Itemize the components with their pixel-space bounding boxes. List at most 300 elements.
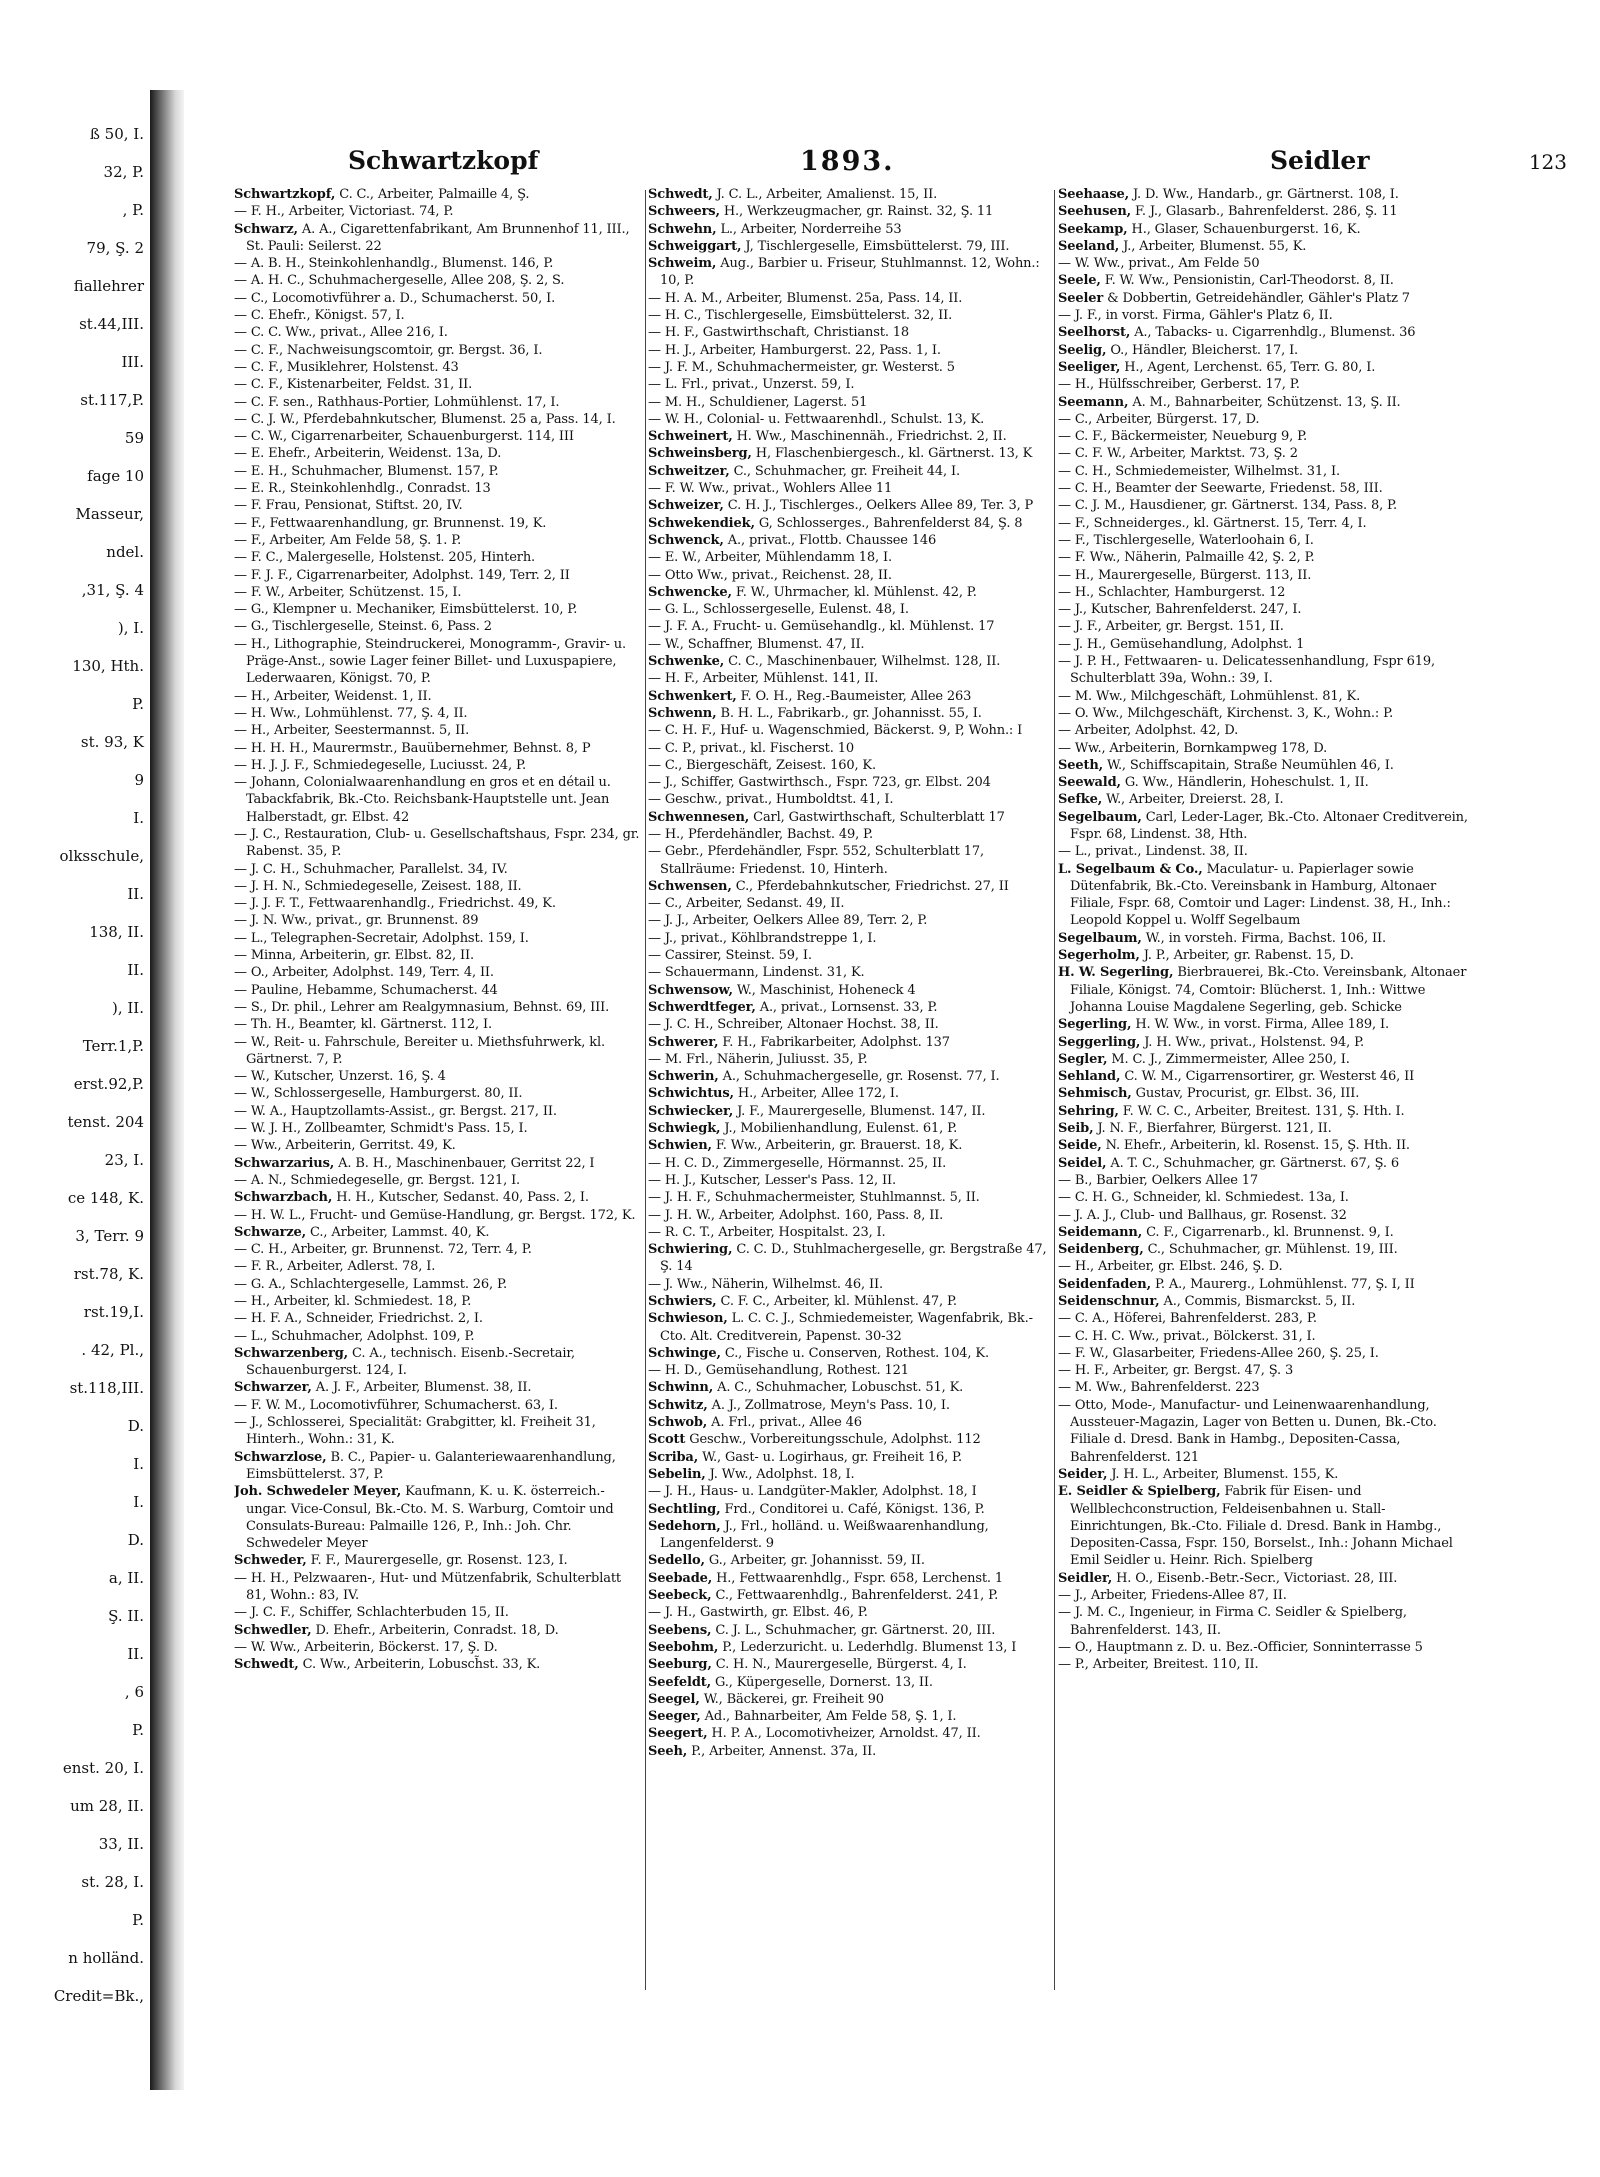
- entry-details: Fabrik für Eisen- und Wellblechconstruction, Feldeisenbahnen u. Stall-Einrichtungen, Bk.-Cto. Filiale d. Dresd. Bank in Hambg., Depositen-Cassa, Fspr. 150, Borselst., Inh.: Johann Michael Emil Seidler u. Heinr. Rich. Spielberg: [1070, 1484, 1453, 1569]
- directory-entry: [234, 1552, 644, 1569]
- entry-details: — G. L., Schlossergeselle, Eulenst. 48, I.: [648, 602, 909, 618]
- directory-entry: [1058, 757, 1468, 774]
- entry-details: M. C. J., Zimmermeister, Allee 250, I.: [1111, 1051, 1350, 1067]
- directory-entry: [234, 947, 644, 964]
- directory-entry: [234, 912, 644, 929]
- directory-entry: [648, 1518, 1053, 1553]
- entry-details: — A. N., Schmiedegeselle, gr. Bergst. 121, I.: [234, 1172, 521, 1188]
- entry-surname: Seide,: [1058, 1138, 1102, 1154]
- directory-entry: [234, 342, 644, 359]
- entry-details: F. W., Uhrmacher, kl. Mühlenst. 42, P.: [735, 584, 977, 600]
- entry-details: — C. F. W., Arbeiter, Marktst. 73, Ş. 2: [1058, 446, 1298, 462]
- entry-details: — C. Ehefr., Königst. 57, I.: [234, 308, 405, 324]
- directory-entry: [648, 1414, 1053, 1431]
- entry-details: — C. H., Arbeiter, gr. Brunnenst. 72, Terr. 4, P.: [234, 1242, 532, 1258]
- directory-entry: [648, 1137, 1053, 1154]
- entry-surname: Schwarze,: [234, 1224, 307, 1240]
- directory-entry: [1058, 1570, 1468, 1587]
- directory-entry: [648, 653, 1053, 670]
- directory-entry: [1058, 1068, 1468, 1085]
- directory-column-3: [1058, 186, 1468, 2016]
- previous-page-fragment: olksschule,: [59, 847, 144, 865]
- entry-details: P., Arbeiter, Annenst. 37a, II.: [691, 1743, 877, 1759]
- entry-details: — W. J. H., Zollbeamter, Schmidt's Pass. 15, I.: [234, 1121, 528, 1137]
- entry-details: C., Schuhmacher, gr. Mühlenst. 19, III.: [1147, 1242, 1398, 1258]
- entry-details: — F. W., Arbeiter, Schützenst. 15, I.: [234, 584, 462, 600]
- entry-details: — C. P., privat., kl. Fischerst. 10: [648, 740, 854, 756]
- directory-entry: [648, 584, 1053, 601]
- entry-details: F. J., Glasarb., Bahrenfelderst. 286, Ş. 11: [1135, 204, 1398, 220]
- directory-entry: [234, 307, 644, 324]
- entry-surname: Schwarz,: [234, 221, 298, 237]
- directory-entry: [1058, 740, 1468, 757]
- entry-details: — C. A., Höferei, Bahrenfelderst. 283, P.: [1058, 1311, 1317, 1327]
- entry-details: — Ww., Arbeiterin, Gerritst. 49, K.: [234, 1138, 456, 1154]
- entry-details: — F., Schneiderges., kl. Gärtnerst. 15, Terr. 4, I.: [1058, 515, 1367, 531]
- previous-page-fragment: II.: [127, 885, 144, 903]
- directory-entry: [1058, 549, 1468, 566]
- entry-details: J. N. F., Bierfahrer, Bürgerst. 121, II.: [1097, 1121, 1332, 1137]
- entry-surname: Seegel,: [648, 1691, 700, 1707]
- entry-surname: Schwartzkopf,: [234, 187, 336, 202]
- directory-entry: [234, 394, 644, 411]
- entry-surname: Schwob,: [648, 1415, 708, 1431]
- entry-details: — J. H., Gemüsehandlung, Adolphst. 1: [1058, 636, 1305, 652]
- entry-details: H. Ww., Maschinennäh., Friedrichst. 2, II.: [736, 429, 1007, 445]
- directory-entry: [234, 411, 644, 428]
- entry-details: — W., Reit- u. Fahrschule, Bereiter u. Miethsfuhrwerk, kl. Gärtnerst. 7, P.: [234, 1034, 605, 1067]
- directory-entry: [234, 757, 644, 774]
- entry-details: J. H. Ww., privat., Holstenst. 94, P.: [1144, 1034, 1365, 1050]
- entry-surname: Seelhorst,: [1058, 325, 1131, 341]
- directory-entry: [1058, 463, 1468, 480]
- entry-details: — G., Tischlergeselle, Steinst. 6, Pass. 2: [234, 619, 492, 635]
- directory-entry: [1058, 1310, 1468, 1327]
- entry-details: — F. J. F., Cigarrenarbeiter, Adolphst. 149, Terr. 2, II: [234, 567, 570, 583]
- entry-details: — P., Arbeiter, Breitest. 110, II.: [1058, 1657, 1259, 1673]
- entry-details: — G. A., Schlachtergeselle, Lammst. 26, P.: [234, 1276, 507, 1292]
- entry-details: C. W. M., Cigarrensortirer, gr. Westerst 46, II: [1124, 1069, 1415, 1085]
- directory-entry: [648, 1085, 1053, 1102]
- entry-details: — H. H. H., Maurermstr., Bauübernehmer, Behnst. 8, P: [234, 740, 591, 756]
- entry-details: A. A., Cigarettenfabrikant, Am Brunnenhof 11, III., St. Pauli: Seilerst. 22: [246, 221, 630, 254]
- directory-entry: [234, 688, 644, 705]
- previous-page-fragment: ndel.: [106, 543, 144, 561]
- directory-entry: [1058, 601, 1468, 618]
- directory-entry: [234, 930, 644, 947]
- entry-details: — H., Hülfsschreiber, Gerberst. 17, P.: [1058, 377, 1300, 393]
- directory-entry: [648, 1725, 1053, 1742]
- entry-details: & Dobbertin, Getreidehändler, Gähler's Platz 7: [1107, 290, 1410, 306]
- entry-details: — O., Hauptmann z. D. u. Bez.-Officier, Sonninterrasse 5: [1058, 1639, 1423, 1655]
- directory-entry: [234, 1414, 644, 1449]
- previous-page-fragment: III.: [121, 353, 144, 371]
- entry-details: — O., Arbeiter, Adolphst. 149, Terr. 4, II.: [234, 965, 494, 981]
- entry-surname: Sehring,: [1058, 1103, 1119, 1119]
- directory-entry: [1058, 428, 1468, 445]
- directory-entry: [234, 1397, 644, 1414]
- directory-entry: [648, 428, 1053, 445]
- entry-details: F. F., Maurergeselle, gr. Rosenst. 123, I.: [310, 1553, 568, 1569]
- entry-details: — C. C. Ww., privat., Allee 216, I.: [234, 325, 448, 341]
- entry-surname: Seebens,: [648, 1622, 712, 1638]
- entry-surname: Scriba,: [648, 1449, 699, 1465]
- entry-details: O., Händler, Bleicherst. 17, I.: [1110, 342, 1299, 358]
- entry-details: — J. C. F., Schiffer, Schlachterbuden 15, II.: [234, 1605, 509, 1621]
- entry-details: — H. D., Gemüsehandlung, Rothest. 121: [648, 1363, 909, 1379]
- previous-page-fragment: D.: [127, 1417, 144, 1435]
- entry-surname: Schwinn,: [648, 1380, 714, 1396]
- entry-details: — H. J. J. F., Schmiedegeselle, Luciusst. 24, P.: [234, 757, 526, 773]
- previous-page-fragment: erst.92,P.: [73, 1075, 144, 1093]
- directory-column-1: [234, 186, 644, 2016]
- entry-surname: Schweder,: [234, 1553, 307, 1569]
- directory-entry: [1058, 653, 1468, 688]
- previous-page-fragment: 33, II.: [98, 1835, 144, 1853]
- entry-details: A. Frl., privat., Allee 46: [711, 1415, 862, 1431]
- entry-details: — J. H., Gastwirth, gr. Elbst. 46, P.: [648, 1605, 868, 1621]
- directory-entry: [234, 549, 644, 566]
- directory-entry: [234, 203, 644, 220]
- entry-surname: Sehmisch,: [1058, 1086, 1132, 1102]
- entry-details: J. C. L., Arbeiter, Amalienst. 15, II.: [716, 187, 938, 202]
- directory-entry: [1058, 964, 1468, 1016]
- entry-details: — J. F. A., Frucht- u. Gemüsehandlg., kl. Mühlenst. 17: [648, 619, 995, 635]
- entry-details: — F., Tischlergeselle, Waterloohain 6, I.: [1058, 532, 1314, 548]
- entry-details: F. H., Fabrikarbeiter, Adolphst. 137: [722, 1034, 950, 1050]
- directory-entry: [1058, 497, 1468, 514]
- directory-entry: [648, 1241, 1053, 1276]
- directory-entry: [648, 445, 1053, 462]
- entry-details: G., Arbeiter, gr. Johannisst. 59, II.: [708, 1553, 925, 1569]
- entry-details: H., Fettwaarenhdlg., Fspr. 658, Lerchenst. 1: [716, 1570, 1004, 1586]
- directory-entry: [648, 1501, 1053, 1518]
- entry-details: — Th. H., Beamter, kl. Gärtnerst. 112, I.: [234, 1017, 492, 1033]
- directory-entry: [1058, 445, 1468, 462]
- directory-entry: [234, 1656, 644, 1673]
- entry-surname: Seeliger,: [1058, 359, 1121, 375]
- directory-entry: [234, 272, 644, 289]
- directory-entry: [648, 359, 1053, 376]
- entry-surname: L. Segelbaum & Co.,: [1058, 861, 1203, 877]
- directory-entry: [648, 376, 1053, 393]
- previous-page-fragment: Ş. II.: [108, 1607, 144, 1625]
- entry-details: — H. J., Kutscher, Lesser's Pass. 12, II.: [648, 1172, 896, 1188]
- previous-page-fragment: II.: [127, 1645, 144, 1663]
- entry-surname: Seewald,: [1058, 775, 1121, 791]
- directory-entry: [648, 878, 1053, 895]
- entry-details: — W. A., Hauptzollamts-Assist., gr. Bergst. 217, II.: [234, 1103, 557, 1119]
- entry-surname: Schwerin,: [648, 1069, 719, 1085]
- entry-details: — L. Frl., privat., Unzerst. 59, I.: [648, 377, 855, 393]
- entry-details: — W., Schlossergeselle, Hamburgerst. 80, II.: [234, 1086, 523, 1102]
- entry-details: P., Lederzuricht. u. Lederhdlg. Blumenst 13, I: [722, 1639, 1017, 1655]
- directory-entry: [234, 1241, 644, 1258]
- entry-details: — Schauermann, Lindenst. 31, K.: [648, 965, 865, 981]
- entry-details: L., Arbeiter, Norderreihe 53: [720, 221, 902, 237]
- directory-entry: [648, 618, 1053, 635]
- entry-surname: Schwiecker,: [648, 1103, 734, 1119]
- entry-details: — E. Ehefr., Arbeiterin, Weidenst. 13a, D.: [234, 446, 502, 462]
- entry-details: P. A., Maurerg., Lohmühlenst. 77, Ş. I, II: [1154, 1276, 1415, 1292]
- entry-surname: Seeh,: [648, 1743, 688, 1759]
- entry-details: Maculatur- u. Papierlager sowie Dütenfabrik, Bk.-Cto. Vereinsbank in Hamburg, Altonaer Filiale, Fspr. 68, Comtoir und Lager: Lindenst. 38, H., Inh.: Leopold Koppel u. Wolff Segelbaum: [1070, 861, 1451, 929]
- entry-surname: Seebeck,: [648, 1588, 712, 1604]
- entry-details: — H., Pferdehändler, Bachst. 49, P.: [648, 826, 873, 842]
- directory-entry: [1058, 1604, 1468, 1639]
- directory-entry: [648, 1431, 1053, 1448]
- entry-details: B. C., Papier- u. Galanteriewaarenhandlung, Eimsbüttelerst. 37, P.: [246, 1449, 616, 1482]
- directory-entry: [234, 221, 644, 256]
- directory-entry: [648, 532, 1053, 549]
- entry-details: — J. C. H., Schreiber, Altonaer Hochst. 38, II.: [648, 1017, 939, 1033]
- entry-details: Geschw., Vorbereitungsschule, Adolphst. 112: [689, 1432, 981, 1448]
- directory-entry: [648, 1068, 1053, 1085]
- entry-details: — Minna, Arbeiterin, gr. Elbst. 82, II.: [234, 948, 474, 964]
- directory-entry: [648, 1397, 1053, 1414]
- entry-details: — F. Ww., Näherin, Palmaille 42, Ş. 2, P.: [1058, 550, 1315, 566]
- entry-details: A. J., Zollmatrose, Meyn's Pass. 10, I.: [711, 1397, 950, 1413]
- directory-entry: [234, 255, 644, 272]
- entry-details: — H. H., Pelzwaaren-, Hut- und Mützenfabrik, Schulterblatt 81, Wohn.: 83, IV.: [234, 1570, 621, 1604]
- directory-entry: [234, 1379, 644, 1396]
- entry-details: J. D. Ww., Handarb., gr. Gärtnerst. 108, I.: [1132, 187, 1399, 202]
- directory-entry: [648, 1674, 1053, 1691]
- entry-details: — C. H. F., Huf- u. Wagenschmied, Bäckerst. 9, P, Wohn.: I: [648, 723, 1023, 739]
- entry-surname: Schweers,: [648, 204, 720, 220]
- entry-details: — F. Frau, Pensionat, Stiftst. 20, IV.: [234, 498, 463, 514]
- directory-entry: [1058, 515, 1468, 532]
- entry-details: — J. C. H., Schuhmacher, Parallelst. 34, IV.: [234, 861, 508, 877]
- directory-entry: [1058, 1345, 1468, 1362]
- entry-details: C. H. J., Tischlerges., Oelkers Allee 89, Ter. 3, P: [727, 498, 1034, 514]
- entry-details: — C. F., Nachweisungscomtoir, gr. Bergst. 36, I.: [234, 342, 543, 358]
- directory-entry: [648, 221, 1053, 238]
- directory-entry: [1058, 394, 1468, 411]
- entry-surname: Seib,: [1058, 1121, 1094, 1137]
- directory-entry: [234, 1449, 644, 1484]
- entry-details: — W. Ww., Arbeiterin, Böckerst. 17, Ş. D.: [234, 1639, 498, 1655]
- directory-entry: [648, 895, 1053, 912]
- entry-surname: Sechtling,: [648, 1501, 721, 1517]
- directory-entry: [648, 497, 1053, 514]
- directory-entry: [1058, 567, 1468, 584]
- entry-details: — J. P. H., Fettwaaren- u. Delicatessenhandlung, Fspr 619, Schulterblatt 39a, Wohn.: 39, I.: [1058, 654, 1435, 687]
- entry-details: — C. F., Bäckermeister, Neueburg 9, P.: [1058, 429, 1308, 445]
- entry-surname: Seeth,: [1058, 757, 1104, 773]
- entry-details: — C. H., Schmiedemeister, Wilhelmst. 31, I.: [1058, 463, 1340, 479]
- directory-entry: [648, 307, 1053, 324]
- entry-surname: Schweitzer,: [648, 463, 730, 479]
- entry-details: W., in vorsteh. Firma, Bachst. 106, II.: [1145, 930, 1386, 946]
- entry-details: W., Gast- u. Logirhaus, gr. Freiheit 16, P.: [702, 1449, 962, 1465]
- entry-details: — J., privat., Köhlbrandstreppe 1, I.: [648, 930, 877, 946]
- entry-details: J., Frl., holländ. u. Weißwaarenhandlung, Langenfelderst. 9: [660, 1518, 989, 1552]
- header-right-catchword: Seidler: [1270, 146, 1370, 175]
- previous-page-fragment: st.44,III.: [79, 315, 144, 333]
- directory-entry: [648, 1120, 1053, 1137]
- entry-details: C. J. L., Schuhmacher, gr. Gärtnerst. 20, III.: [715, 1622, 996, 1638]
- entry-details: — C. J. W., Pferdebahnkutscher, Blumenst. 25 a, Pass. 14, I.: [234, 411, 616, 427]
- entry-surname: Seekamp,: [1058, 221, 1128, 237]
- entry-details: — G., Klempner u. Mechaniker, Eimsbüttelerst. 10, P.: [234, 602, 578, 618]
- directory-entry: [1058, 1120, 1468, 1137]
- directory-entry: [234, 428, 644, 445]
- entry-details: — Cassirer, Steinst. 59, I.: [648, 948, 812, 964]
- directory-entry: [648, 1224, 1053, 1241]
- entry-details: — J. F., Arbeiter, gr. Bergst. 151, II.: [1058, 619, 1284, 635]
- previous-page-fragment: II.: [127, 961, 144, 979]
- previous-page-fragment: rst.78, K.: [73, 1265, 144, 1283]
- entry-surname: Seeburg,: [648, 1657, 712, 1673]
- previous-page-fragment: P.: [132, 695, 144, 713]
- entry-details: — W., Schaffner, Blumenst. 47, II.: [648, 636, 865, 652]
- entry-details: A., privat., Lornsenst. 33, P.: [759, 999, 938, 1015]
- entry-details: — Geschw., privat., Humboldtst. 41, I.: [648, 792, 894, 808]
- entry-details: — J. H. W., Arbeiter, Adolphst. 160, Pass. 8, II.: [648, 1207, 944, 1223]
- previous-page-fragment: n holländ.: [68, 1949, 144, 1967]
- entry-details: — Arbeiter, Adolphst. 42, D.: [1058, 723, 1239, 739]
- entry-details: — H. J., Arbeiter, Hamburgerst. 22, Pass. 1, I.: [648, 342, 941, 358]
- directory-entry: [648, 1362, 1053, 1379]
- previous-page-fragment: tenst. 204: [67, 1113, 144, 1131]
- previous-page-fragment: 79, Ş. 2: [86, 239, 144, 257]
- directory-entry: [648, 394, 1053, 411]
- entry-details: W., Arbeiter, Dreierst. 28, I.: [1106, 792, 1284, 808]
- directory-entry: [648, 342, 1053, 359]
- entry-details: — H. F., Gastwirthschaft, Christianst. 18: [648, 325, 910, 341]
- previous-page-fragment: Terr.1,P.: [82, 1037, 144, 1055]
- directory-entry: [648, 912, 1053, 929]
- directory-entry: [648, 1604, 1053, 1621]
- directory-entry: [1058, 1241, 1468, 1258]
- entry-details: — H., Maurergeselle, Bürgerst. 113, II.: [1058, 567, 1312, 583]
- entry-surname: Seidenberg,: [1058, 1242, 1144, 1258]
- entry-details: — Gebr., Pferdehändler, Fspr. 552, Schulterblatt 17, Stallräume: Friedenst. 10, Hinterh.: [648, 844, 984, 877]
- header-year: 1893.: [800, 146, 895, 177]
- entry-surname: Schwensen,: [648, 878, 732, 894]
- entry-details: — C., Arbeiter, Sedanst. 49, II.: [648, 896, 845, 912]
- directory-entry: [648, 1034, 1053, 1051]
- entry-surname: Seegert,: [648, 1726, 708, 1742]
- directory-entry: [234, 290, 644, 307]
- directory-entry: [1058, 1189, 1468, 1206]
- directory-entry: [648, 705, 1053, 722]
- entry-details: — H. F., Arbeiter, Mühlenst. 141, II.: [648, 671, 879, 687]
- entry-details: C., Schuhmacher, gr. Freiheit 44, I.: [733, 463, 960, 479]
- directory-entry: [648, 809, 1053, 826]
- entry-surname: Schweim,: [648, 256, 717, 272]
- entry-details: B. H. L., Fabrikarb., gr. Johannisst. 55, I.: [720, 705, 982, 721]
- previous-page-fragment: 3, Terr. 9: [75, 1227, 144, 1245]
- entry-details: Frd., Conditorei u. Café, Königst. 136, P.: [724, 1501, 985, 1517]
- directory-entry: [234, 1224, 644, 1241]
- entry-details: A., Schuhmachergeselle, gr. Rosenst. 77, I.: [722, 1069, 1000, 1085]
- directory-entry: [648, 722, 1053, 739]
- directory-entry: [648, 1656, 1053, 1673]
- entry-details: J, Tischlergeselle, Eimsbüttelerst. 79, III.: [745, 238, 1010, 254]
- entry-details: — H. C. D., Zimmergeselle, Hörmannst. 25, II.: [648, 1155, 947, 1171]
- entry-details: — H., Arbeiter, Weidenst. 1, II.: [234, 688, 432, 704]
- entry-details: — H., Arbeiter, Seestermannst. 5, II.: [234, 723, 470, 739]
- directory-entry: [234, 982, 644, 999]
- directory-entry: [1058, 1362, 1468, 1379]
- directory-entry: [234, 186, 644, 203]
- entry-details: Kaufmann, K. u. K. österreich.-ungar. Vice-Consul, Bk.-Cto. M. S. Warburg, Comtoir und Consulats-Bureau: Palmaille 126, P., Inh.: Joh. Chr. Schwedeler Meyer: [246, 1484, 614, 1552]
- entry-surname: Sedehorn,: [648, 1518, 721, 1534]
- directory-entry: [648, 1743, 1053, 1760]
- entry-surname: E. Seidler & Spielberg,: [1058, 1484, 1221, 1500]
- entry-surname: Joh. Schwedeler Meyer,: [234, 1484, 402, 1500]
- directory-entry: [648, 1103, 1053, 1120]
- previous-page-fragment: D.: [127, 1531, 144, 1549]
- directory-entry: [648, 999, 1053, 1016]
- previous-page-fragment: 23, I.: [104, 1151, 144, 1169]
- previous-page-fragment: 9: [134, 771, 144, 789]
- entry-details: J. H. L., Arbeiter, Blumenst. 155, K.: [1111, 1466, 1339, 1482]
- entry-details: — W. H., Colonial- u. Fettwaarenhdl., Schulst. 13, K.: [648, 411, 985, 427]
- entry-surname: Seele,: [1058, 273, 1101, 289]
- entry-surname: Schwedt,: [234, 1657, 299, 1673]
- directory-entry: [234, 515, 644, 532]
- previous-page-fragment: um 28, II.: [70, 1797, 144, 1815]
- header-left-catchword: Schwartzkopf: [348, 146, 539, 175]
- directory-entry: [1058, 1379, 1468, 1396]
- directory-entry: [1058, 221, 1468, 238]
- entry-details: C. A., technisch. Eisenb.-Secretair, Schauenburgerst. 124, I.: [246, 1345, 575, 1379]
- entry-surname: H. W. Segerling,: [1058, 965, 1174, 981]
- entry-details: — H., Lithographie, Steindruckerei, Monogramm-, Gravir- u. Präge-Anst., sowie Lager feiner Billet- und Luxuspapiere, Lederwaaren, Königst. 70, P.: [234, 636, 626, 687]
- entry-details: — H. A. M., Arbeiter, Blumenst. 25a, Pass. 14, II.: [648, 290, 963, 306]
- entry-surname: Schwieson,: [648, 1311, 728, 1327]
- previous-page-fragment: 59: [124, 429, 144, 447]
- entry-surname: Sedello,: [648, 1553, 705, 1569]
- entry-details: W., Bäckerei, gr. Freiheit 90: [703, 1691, 884, 1707]
- entry-surname: Seemann,: [1058, 394, 1129, 410]
- entry-details: — O. Ww., Milchgeschäft, Kirchenst. 3, K., Wohn.: P.: [1058, 705, 1394, 721]
- entry-details: — F. W., Glasarbeiter, Friedens-Allee 260, Ş. 25, I.: [1058, 1345, 1379, 1361]
- entry-details: H. W. Ww., in vorst. Firma, Allee 189, I.: [1135, 1017, 1389, 1033]
- previous-page-fragment: st.118,III.: [69, 1379, 144, 1397]
- directory-entry: [234, 1172, 644, 1189]
- previous-page-fragment: st. 93, K: [80, 733, 144, 751]
- directory-entry: [234, 722, 644, 739]
- directory-entry: [1058, 359, 1468, 376]
- entry-details: H., Arbeiter, Allee 172, I.: [737, 1086, 899, 1102]
- entry-details: A., Tabacks- u. Cigarrenhdlg., Blumenst. 36: [1134, 325, 1416, 341]
- previous-page-edge: [0, 115, 150, 2075]
- previous-page-fragment: Masseur,: [75, 505, 144, 523]
- entry-details: J. F., Maurergeselle, Blumenst. 147, II.: [737, 1103, 986, 1119]
- entry-surname: Seeland,: [1058, 238, 1120, 254]
- directory-entry: [234, 1085, 644, 1102]
- directory-entry: [648, 1310, 1053, 1345]
- entry-details: — C., Biergeschäft, Zeisest. 160, K.: [648, 757, 876, 773]
- previous-page-fragment: fage 10: [87, 467, 144, 485]
- entry-surname: Schwichtus,: [648, 1086, 734, 1102]
- entry-details: — Johann, Colonialwaarenhandlung en gros et en détail u. Tabackfabrik, Bk.-Cto. Reichsbank-Hauptstelle unt. Jean Halberstadt, gr. Elbst. 42: [234, 775, 611, 825]
- entry-details: — E. R., Steinkohlenhdlg., Conradst. 13: [234, 481, 491, 497]
- previous-page-fragment: rst.19,I.: [83, 1303, 144, 1321]
- directory-entry: [648, 1639, 1053, 1656]
- entry-surname: Seehaase,: [1058, 187, 1129, 202]
- directory-entry: [234, 1207, 644, 1224]
- entry-details: — C., Locomotivführer a. D., Schumacherst. 50, I.: [234, 290, 556, 306]
- directory-entry: [648, 255, 1053, 290]
- entry-details: — F. W. M., Locomotivführer, Schumacherst. 63, I.: [234, 1397, 558, 1413]
- book-spine-shadow: [150, 90, 184, 2090]
- directory-entry: [234, 895, 644, 912]
